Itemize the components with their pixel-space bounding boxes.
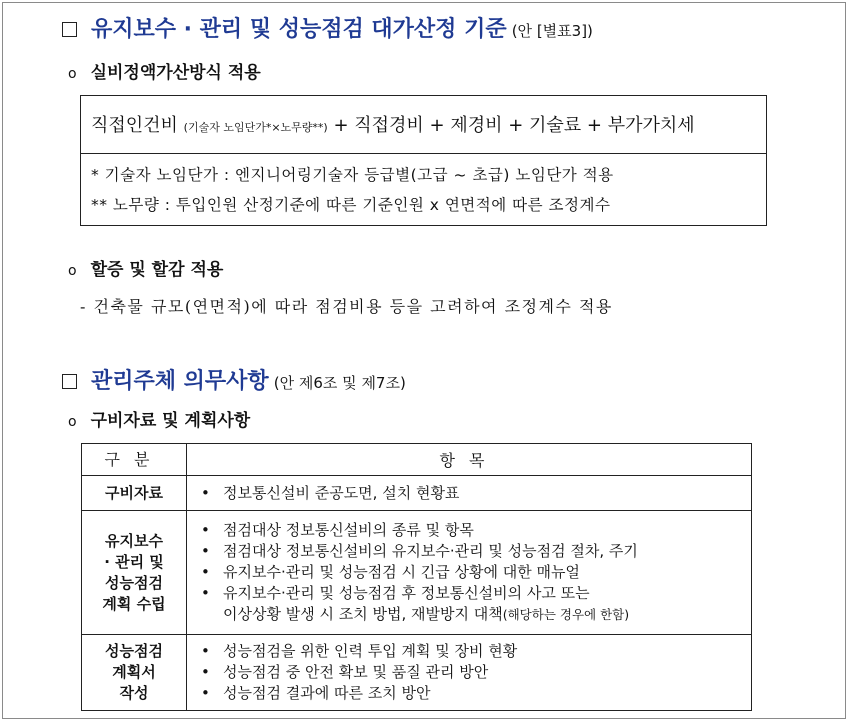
list-item: • 성능점검 결과에 따른 조치 방안 (201, 684, 431, 702)
section1-title: 유지보수 · 관리 및 성능점검 대가산정 기준 (91, 17, 507, 42)
circle-bullet: o (68, 263, 77, 279)
formula-row (81, 96, 766, 154)
list-item-continuation: 이상상황 발생 시 조치 방법, 재발방지 대책(해당하는 경우에 한함) (223, 605, 630, 623)
section2-title: 관리주체 의무사항 (91, 369, 269, 394)
formula-part-small: (기술자 노임단가*×노무량**) (183, 121, 328, 134)
table-row-items (187, 511, 752, 635)
table-row-items (187, 635, 752, 711)
list-item: • 성능점검을 위한 인력 투입 계획 및 장비 현황 (201, 642, 518, 660)
section1-sub2-heading: 할증 및 할감 적용 (90, 260, 224, 280)
square-bullet-icon (62, 22, 77, 37)
table-row-category: 성능점검 계획서 작성 (82, 635, 187, 711)
list-item: • 점검대상 정보통신설비의 유지보수·관리 및 성능점검 절차, 주기 (201, 542, 638, 560)
formula-note-2: ** 노무량 : 투입인원 산정기준에 따른 기준인원 x 연면적에 따른 조정계수 (91, 196, 611, 214)
list-item: • 유지보수·관리 및 성능점검 후 정보통신설비의 사고 또는 (201, 584, 590, 602)
formula-part-b: + 직접경비 + 제경비 + 기술료 + 부가가치세 (327, 115, 695, 136)
table-row (82, 476, 752, 511)
section2-heading (62, 364, 406, 395)
requirements-table (81, 443, 752, 711)
table-row-items (187, 476, 752, 511)
list-item: • 정보통신설비 준공도면, 설치 현황표 (201, 483, 460, 502)
table-row (82, 511, 752, 635)
formula-box (80, 95, 767, 226)
list-item: • 성능점검 중 안전 확보 및 품질 관리 방안 (201, 663, 489, 681)
section2-ref: (안 제6조 및 제7조) (273, 374, 406, 392)
section2-sub1-heading: 구비자료 및 계획사항 (90, 411, 251, 431)
table-header-items: 항목 (187, 444, 752, 476)
table-header-row (82, 444, 752, 476)
section2-sub1 (68, 406, 250, 431)
square-bullet-icon (62, 374, 77, 389)
formula-part-a: 직접인건비 (91, 115, 184, 136)
section1-ref: (안 [별표3]) (511, 22, 593, 40)
table-row (82, 635, 752, 711)
section1-sub1 (68, 58, 261, 83)
list-item: • 유지보수·관리 및 성능점검 시 긴급 상황에 대한 매뉴얼 (201, 563, 580, 581)
section1-sub2-line: - 건축물 규모(연면적)에 따라 점검비용 등을 고려하여 조정계수 적용 (80, 297, 613, 316)
table-header-category: 구분 (82, 444, 187, 476)
table-row-category: 유지보수 · 관리 및 성능점검 계획 수립 (82, 511, 187, 635)
table-row-category: 구비자료 (82, 476, 187, 511)
section1-heading (62, 12, 593, 43)
section1-sub2 (68, 255, 223, 280)
formula-text (91, 111, 695, 137)
circle-bullet: o (68, 66, 77, 82)
list-item: • 점검대상 정보통신설비의 종류 및 항목 (201, 521, 474, 539)
formula-note-1: * 기술자 노임단가 : 엔지니어링기술자 등급별(고급 ~ 초급) 노임단가 적용 (91, 166, 614, 184)
section1-sub1-heading: 실비정액가산방식 적용 (90, 63, 261, 83)
circle-bullet: o (68, 414, 77, 430)
